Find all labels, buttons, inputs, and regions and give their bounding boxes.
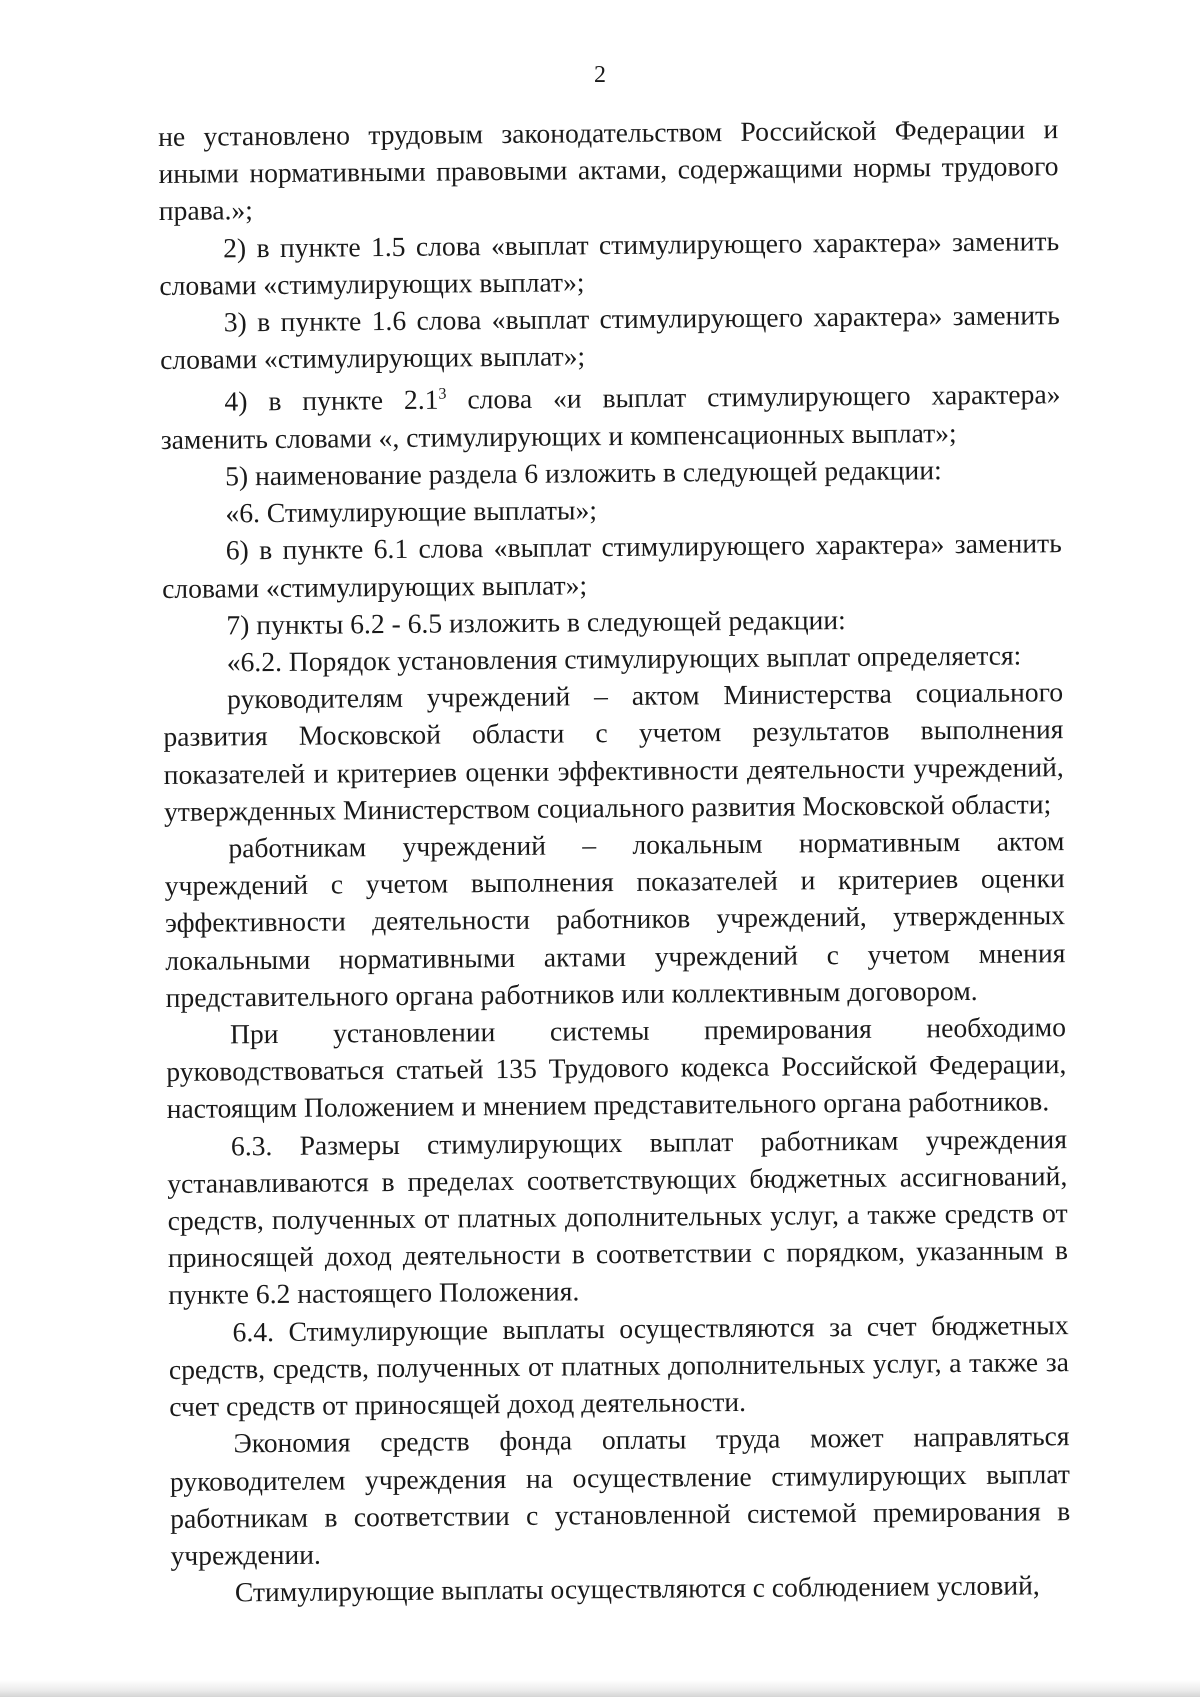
paragraph: 5) наименование раздела 6 изложить в следующей редакции: <box>224 454 942 492</box>
paragraph: не установлено трудовым законодательством Российской Федерации и иными нормативными правовыми актами, содержащими нормы трудового права.»; <box>158 113 1059 227</box>
paragraph: Стимулирующие выплаты осуществляются с соблюдением условий, <box>234 1569 1040 1608</box>
paragraph: 6.3. Размеры стимулирующих выплат работникам учреждения устанавливаются в пределах соответствующих бюджетных ассигнований, средств, полученных от платных дополнительных услуг, а также средств от приносящей доход деятельности в соответствии с порядком, указанным в пункте 6.2 настоящего Положения. <box>167 1122 1069 1311</box>
paragraph: 3) в пункте 1.6 слова «выплат стимулирующего характера» заменить словами «стимулирующих выплат»; <box>159 299 1060 376</box>
document-body <box>158 110 1071 1611</box>
paragraph: Экономия средств фонда оплаты труда может направляться руководителем учреждения на осуществление стимулирующих выплат работникам в соответствии с установленной системой премирования в учреждении. <box>169 1420 1071 1571</box>
paragraph: работникам учреждений – локальным нормативным актом учреждений с учетом выполнения показателей и критериев оценки эффективности деятельности работников учреждений, утвержденных локальными нормативными актами учреждений с учетом мнения представительного органа работников или коллективным договором. <box>164 825 1066 1013</box>
paragraph: «6.2. Порядок установления стимулирующих выплат определяется: <box>226 639 1022 678</box>
paragraph: 6) в пункте 6.1 слова «выплат стимулирующего характера» заменить словами «стимулирующих выплат»; <box>161 527 1062 604</box>
paragraph <box>160 371 1061 458</box>
page-number: 2 <box>594 62 606 88</box>
paragraph-text: 4) в пункте 2.1 <box>224 384 439 418</box>
paragraph: 7) пункты 6.2 - 6.5 изложить в следующей редакции: <box>226 603 846 641</box>
superscript: 3 <box>438 385 447 403</box>
paragraph: 6.4. Стимулирующие выплаты осуществляются за счет бюджетных средств, средств, полученных от платных дополнительных услуг, а также за счет средств от приносящей доход деятельности. <box>168 1308 1070 1423</box>
paragraph-text: слова «и выплат стимулирующего характера» заменить словами «, стимулирующих и компенсационных выплат»; <box>160 378 1061 455</box>
paragraph: 2) в пункте 1.5 слова «выплат стимулирующего характера» заменить словами «стимулирующих выплат»; <box>159 224 1060 301</box>
paragraph: руководителям учреждений – актом Министерства социального развития Московской области с учетом результатов выполнения показателей и критериев оценки эффективности деятельности учреждений, утвержденных Министерством социального развития Московской области; <box>163 676 1064 827</box>
paragraph: При установлении системы премирования необходимо руководствоваться статьей 135 Трудового кодекса Российской Федерации, настоящим Положением и мнением представительного органа работников. <box>166 1011 1067 1125</box>
scan-edge <box>0 1680 1200 1697</box>
paragraph: «6. Стимулирующие выплаты»; <box>225 494 598 529</box>
